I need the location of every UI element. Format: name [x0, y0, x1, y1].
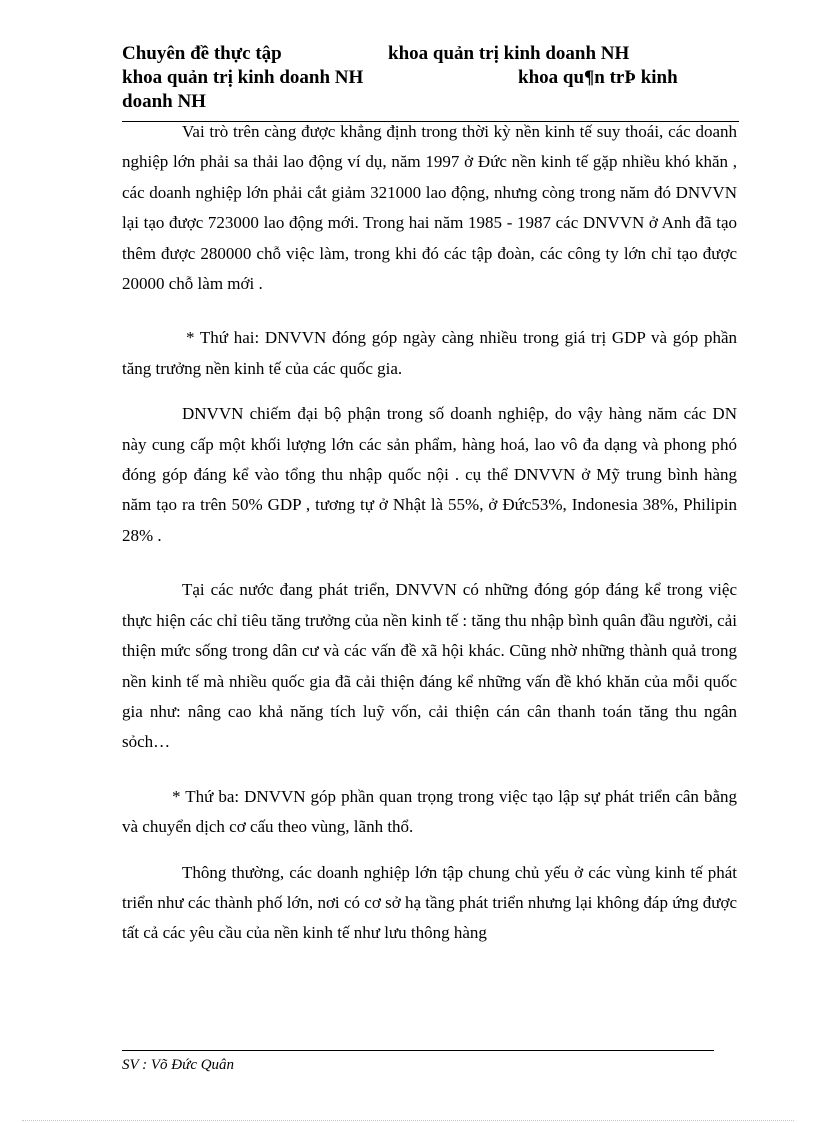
paragraph-1: Vai trò trên càng được khẳng định trong thời kỳ nền kinh tế suy thoái, các doanh nghiệp lớn phải sa thải lao động ví dụ, năm 1997 ở Đức nền kinh tế gặp nhiều khó khăn , các doanh nghiệp lớn phải cắt giảm 321000 lao động, nhưng còng trong năm đó DNVVN lại tạo được 723000 lao động mới. Trong hai năm 1985 - 1987 các DNVVN ở Anh đã tạo thêm được 280000 chỗ việc làm, trong khi đó các tập đoàn, các công ty lớn chỉ tạo được 20000 chỗ làm mới .	[122, 122, 737, 294]
header-title-left: Chuyên đề thực tập	[122, 43, 282, 64]
header-subtitle-right: khoa qu¶n trÞ kinh	[518, 67, 678, 88]
paragraph-5: * Thứ ba: DNVVN góp phần quan trọng trong việc tạo lập sự phát triển cân bằng và chuyển dịch cơ cấu theo vùng, lãnh thổ.	[122, 786, 737, 837]
footer-divider	[122, 1050, 714, 1051]
header-title-right: khoa quản trị kinh doanh NH	[388, 43, 630, 64]
paragraph-4: Tại các nước đang phát triển, DNVVN có những đóng góp đáng kể trong việc thực hiện các chỉ tiêu tăng trưởng của nền kinh tế : tăng thu nhập bình quân đầu người, cải thiện mức sống trong dân cư và các vấn đề xã hội khác. Cũng nhờ những thành quả trong nền kinh tế mà nhiều quốc gia đã cải thiện đáng kể những vấn đề khó khăn của mỗi quốc gia như: nâng cao khả năng tích luỹ vốn, cải thiện cán cân thanh toán tăng thu ngân sỏch…	[122, 580, 737, 752]
paragraph-3: DNVVN chiếm đại bộ phận trong số doanh nghiệp, do vậy hàng năm các DN này cung cấp một khối lượng lớn các sản phẩm, hàng hoá, lao vô đa dạng và phong phó đóng góp đáng kể vào tổng thu nhập quốc nội . cụ thể DNVVN ở Mỹ trung bình hàng năm tạo ra trên 50% GDP , tương tự ở Nhật là 55%, ở Đức53%, Indonesia 38%, Philipin 28% .	[122, 404, 737, 545]
header-line-2	[122, 66, 742, 90]
header-subtitle-continuation: doanh NH	[122, 91, 206, 112]
header-line-1	[122, 42, 742, 66]
page-header	[122, 42, 742, 114]
document-body	[122, 117, 737, 949]
paragraph-2: * Thứ hai: DNVVN đóng góp ngày càng nhiều trong giá trị GDP và góp phần tăng trưởng nền kinh tế của các quốc gia.	[122, 328, 737, 378]
header-line-3	[122, 90, 742, 114]
paragraph-6: Thông thường, các doanh nghiệp lớn tập chung chủ yếu ở các vùng kinh tế phát triển như các thành phố lớn, nơi có cơ sở hạ tầng phát triển nhưng lại không đáp ứng được tất cả các yêu cầu của nền kinh tế như lưu thông hàng	[122, 862, 737, 943]
page-bottom-edge	[22, 1120, 794, 1121]
page-footer: SV : Võ Đức Quân	[122, 1057, 235, 1073]
header-subtitle-left: khoa quản trị kinh doanh NH	[122, 67, 364, 88]
